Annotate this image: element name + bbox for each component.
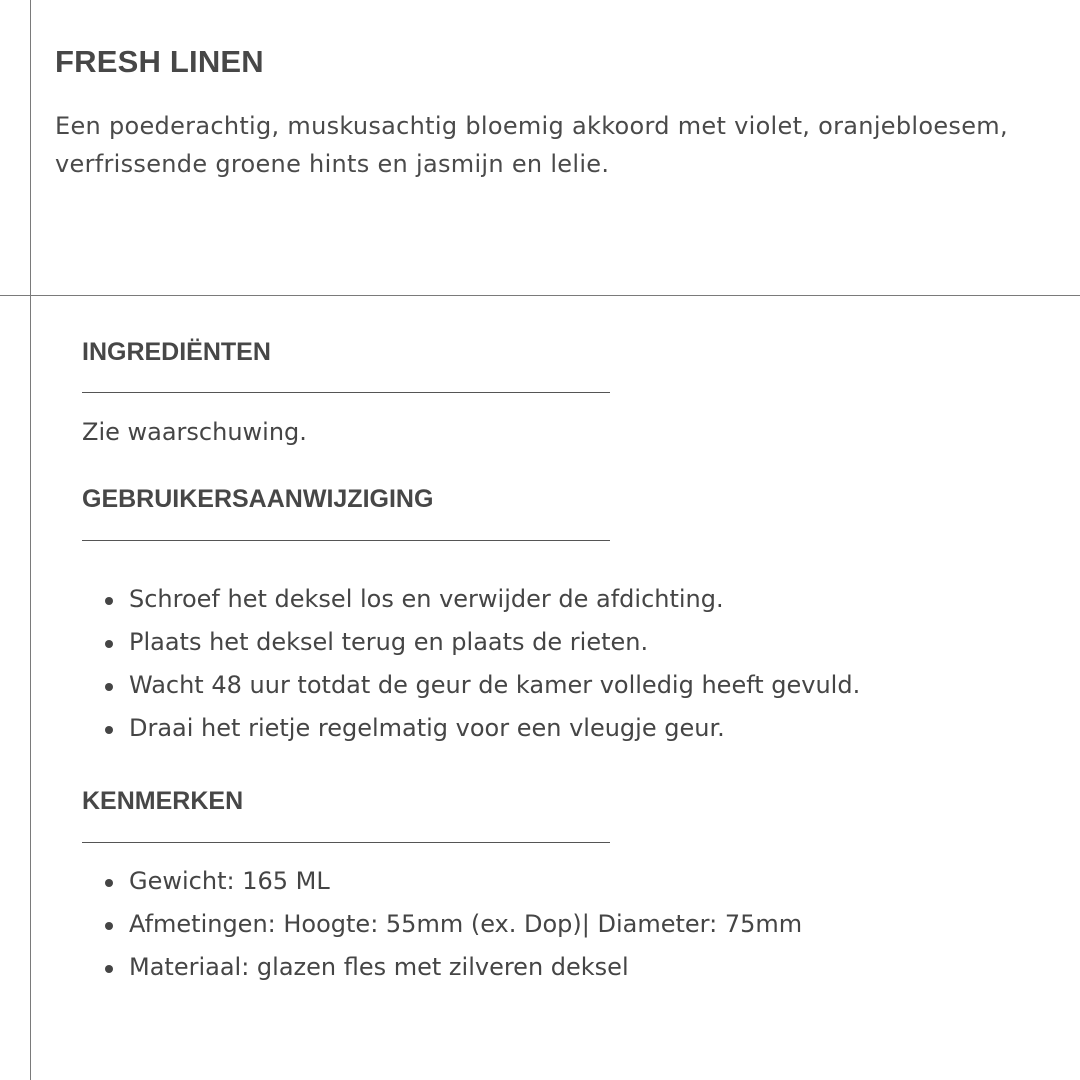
list-item — [100, 578, 860, 621]
ingredients-rule — [82, 392, 610, 393]
bullet-icon — [105, 726, 113, 734]
product-title: FRESH LINEN — [55, 44, 264, 79]
list-item — [100, 903, 802, 946]
product-description: Een poederachtig, muskusachtig bloemig akkoord met violet, oranjebloesem, verfrissende groene hints en jasmijn en lelie. — [55, 112, 1008, 178]
bullet-icon — [105, 683, 113, 691]
list-item — [100, 707, 860, 750]
list-item-text: Afmetingen: Hoogte: 55mm (ex. Dop)| Diameter: 75mm — [129, 910, 803, 938]
list-item-text: Gewicht: 165 ML — [129, 867, 330, 895]
horizontal-divider — [0, 295, 1080, 296]
list-item-text: Materiaal: glazen fles met zilveren deksel — [129, 953, 629, 981]
bullet-icon — [105, 597, 113, 605]
usage-rule — [82, 540, 610, 541]
list-item-text: Schroef het deksel los en verwijder de afdichting. — [129, 585, 724, 613]
list-item — [100, 860, 802, 903]
list-item-text: Draai het rietje regelmatig voor een vleugje geur. — [129, 714, 725, 742]
usage-list — [100, 578, 860, 750]
list-item-text: Wacht 48 uur totdat de geur de kamer volledig heeft gevuld. — [129, 671, 861, 699]
list-item-text: Plaats het deksel terug en plaats de rieten. — [129, 628, 649, 656]
list-item — [100, 946, 802, 989]
ingredients-text: Zie waarschuwing. — [82, 418, 307, 446]
bullet-icon — [105, 879, 113, 887]
bullet-icon — [105, 922, 113, 930]
bullet-icon — [105, 640, 113, 648]
ingredients-heading: INGREDIËNTEN — [82, 338, 271, 366]
features-rule — [82, 842, 610, 843]
list-item — [100, 664, 860, 707]
usage-heading: GEBRUIKERSAANWIJZIGING — [82, 485, 434, 513]
features-heading: KENMERKEN — [82, 787, 244, 815]
features-list — [100, 860, 802, 989]
vertical-divider — [30, 0, 31, 1080]
list-item — [100, 621, 860, 664]
bullet-icon — [105, 965, 113, 973]
